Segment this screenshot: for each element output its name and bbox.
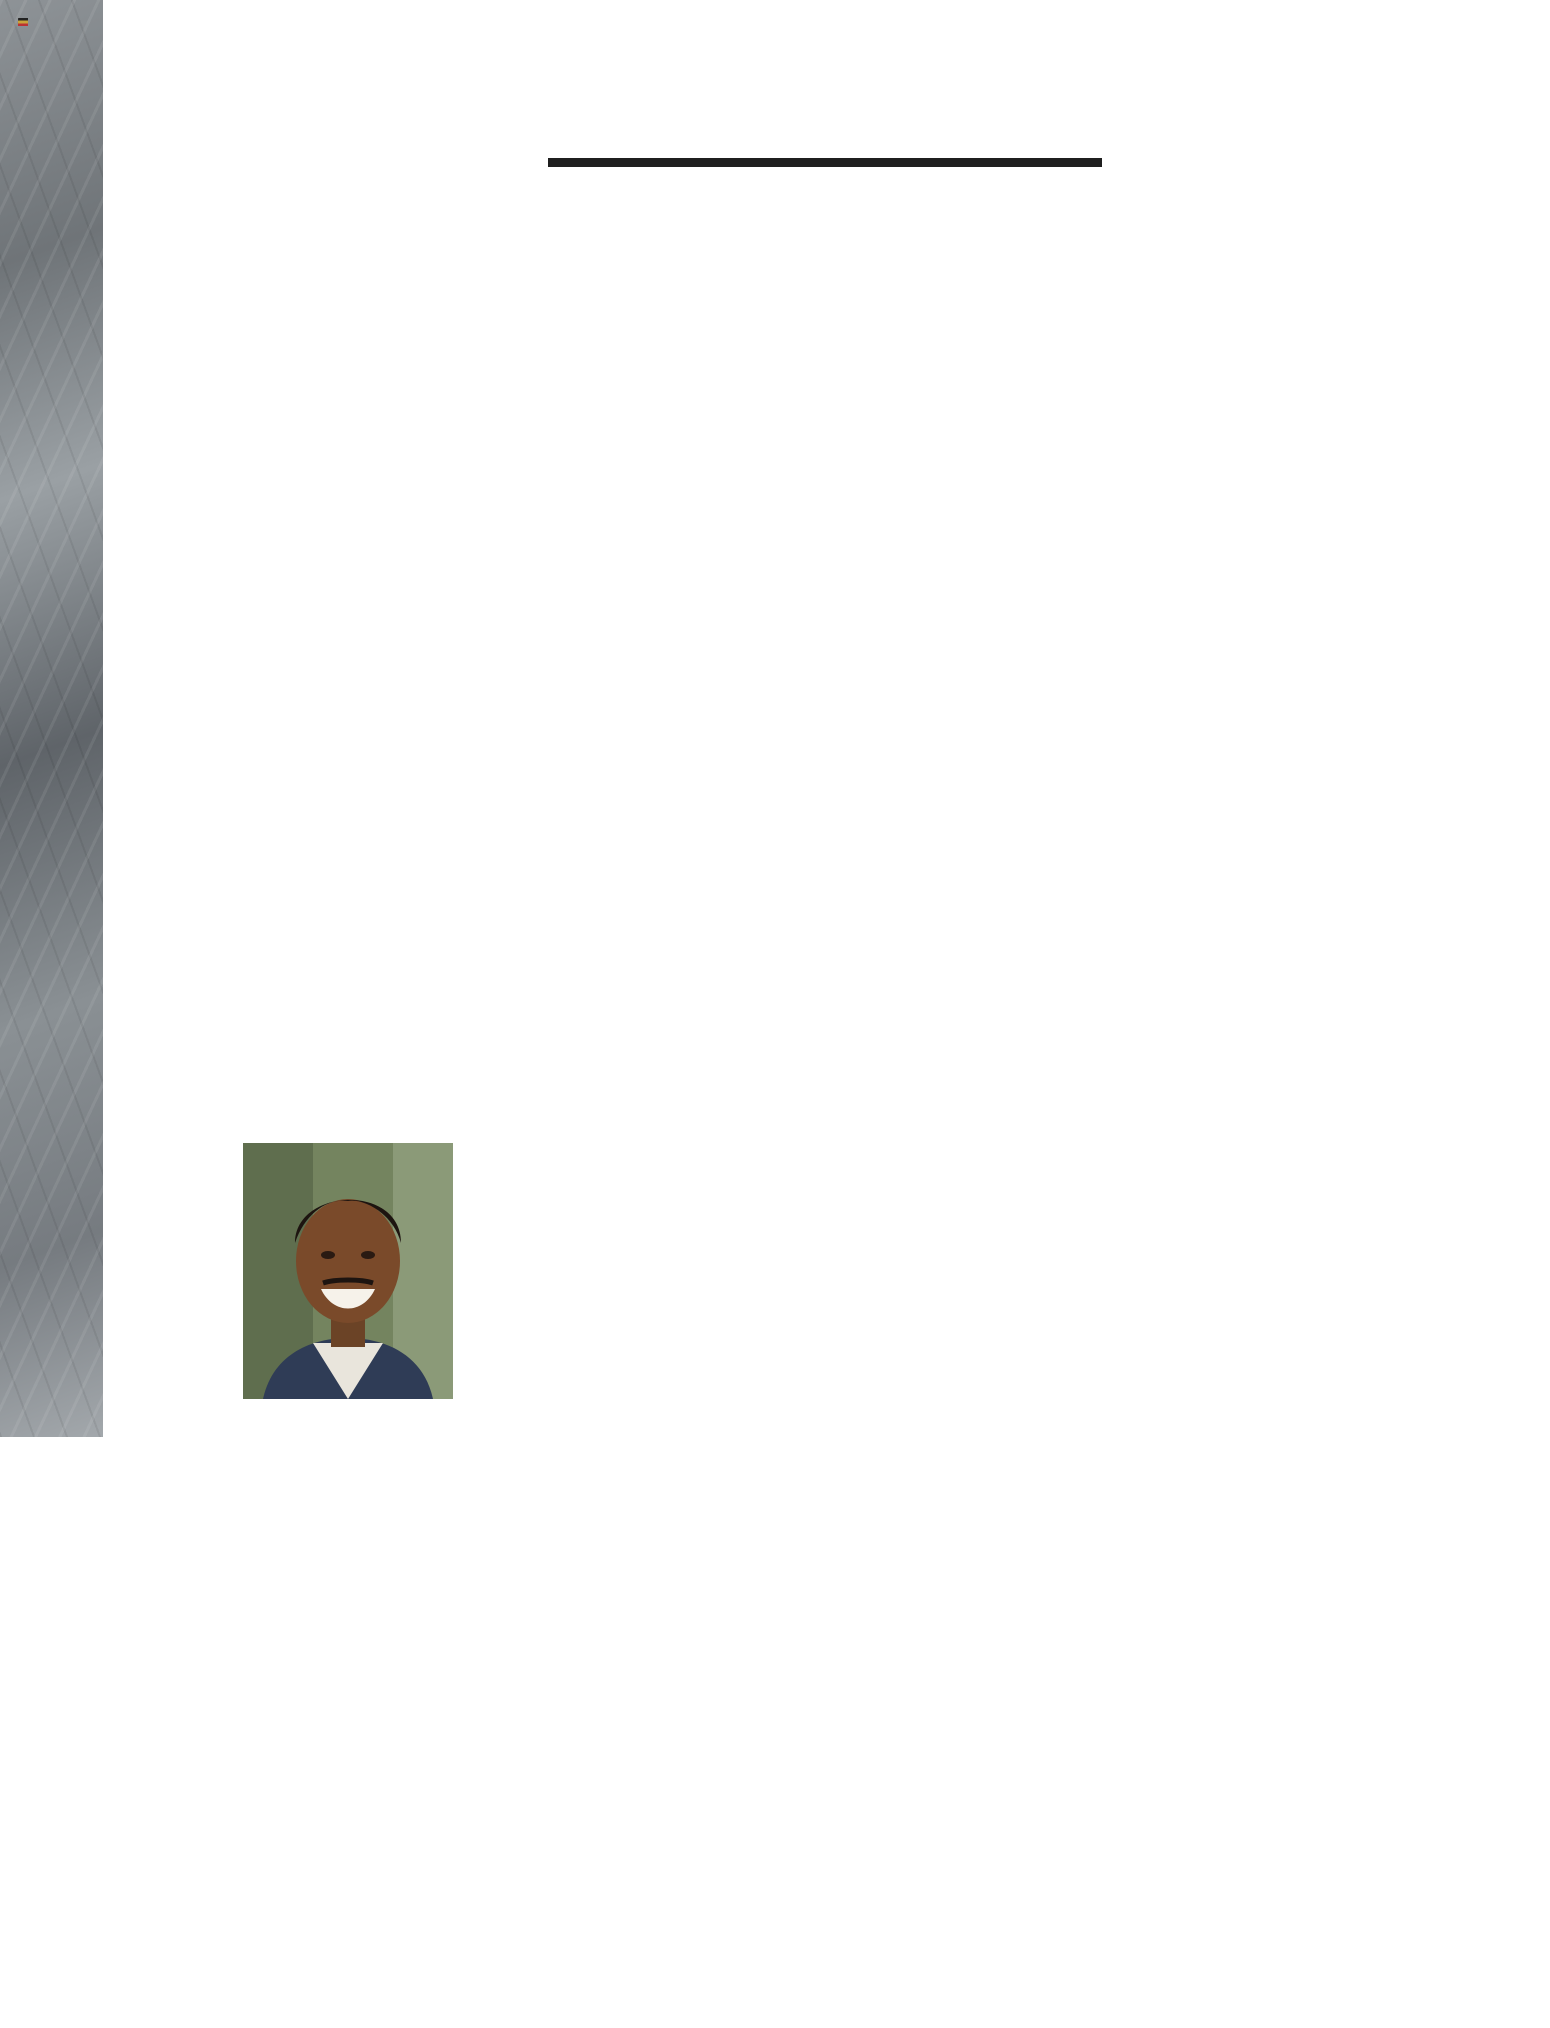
folio xyxy=(45,2002,89,2028)
marble-background xyxy=(0,0,103,1437)
portrait-illustration xyxy=(243,1143,453,1399)
byline xyxy=(0,678,1550,701)
drop-cap-letter xyxy=(318,800,808,1100)
section-rule xyxy=(548,158,1102,167)
chef-portrait xyxy=(243,1143,453,1399)
drop-cap xyxy=(318,800,808,1100)
corner-mark xyxy=(18,18,28,26)
